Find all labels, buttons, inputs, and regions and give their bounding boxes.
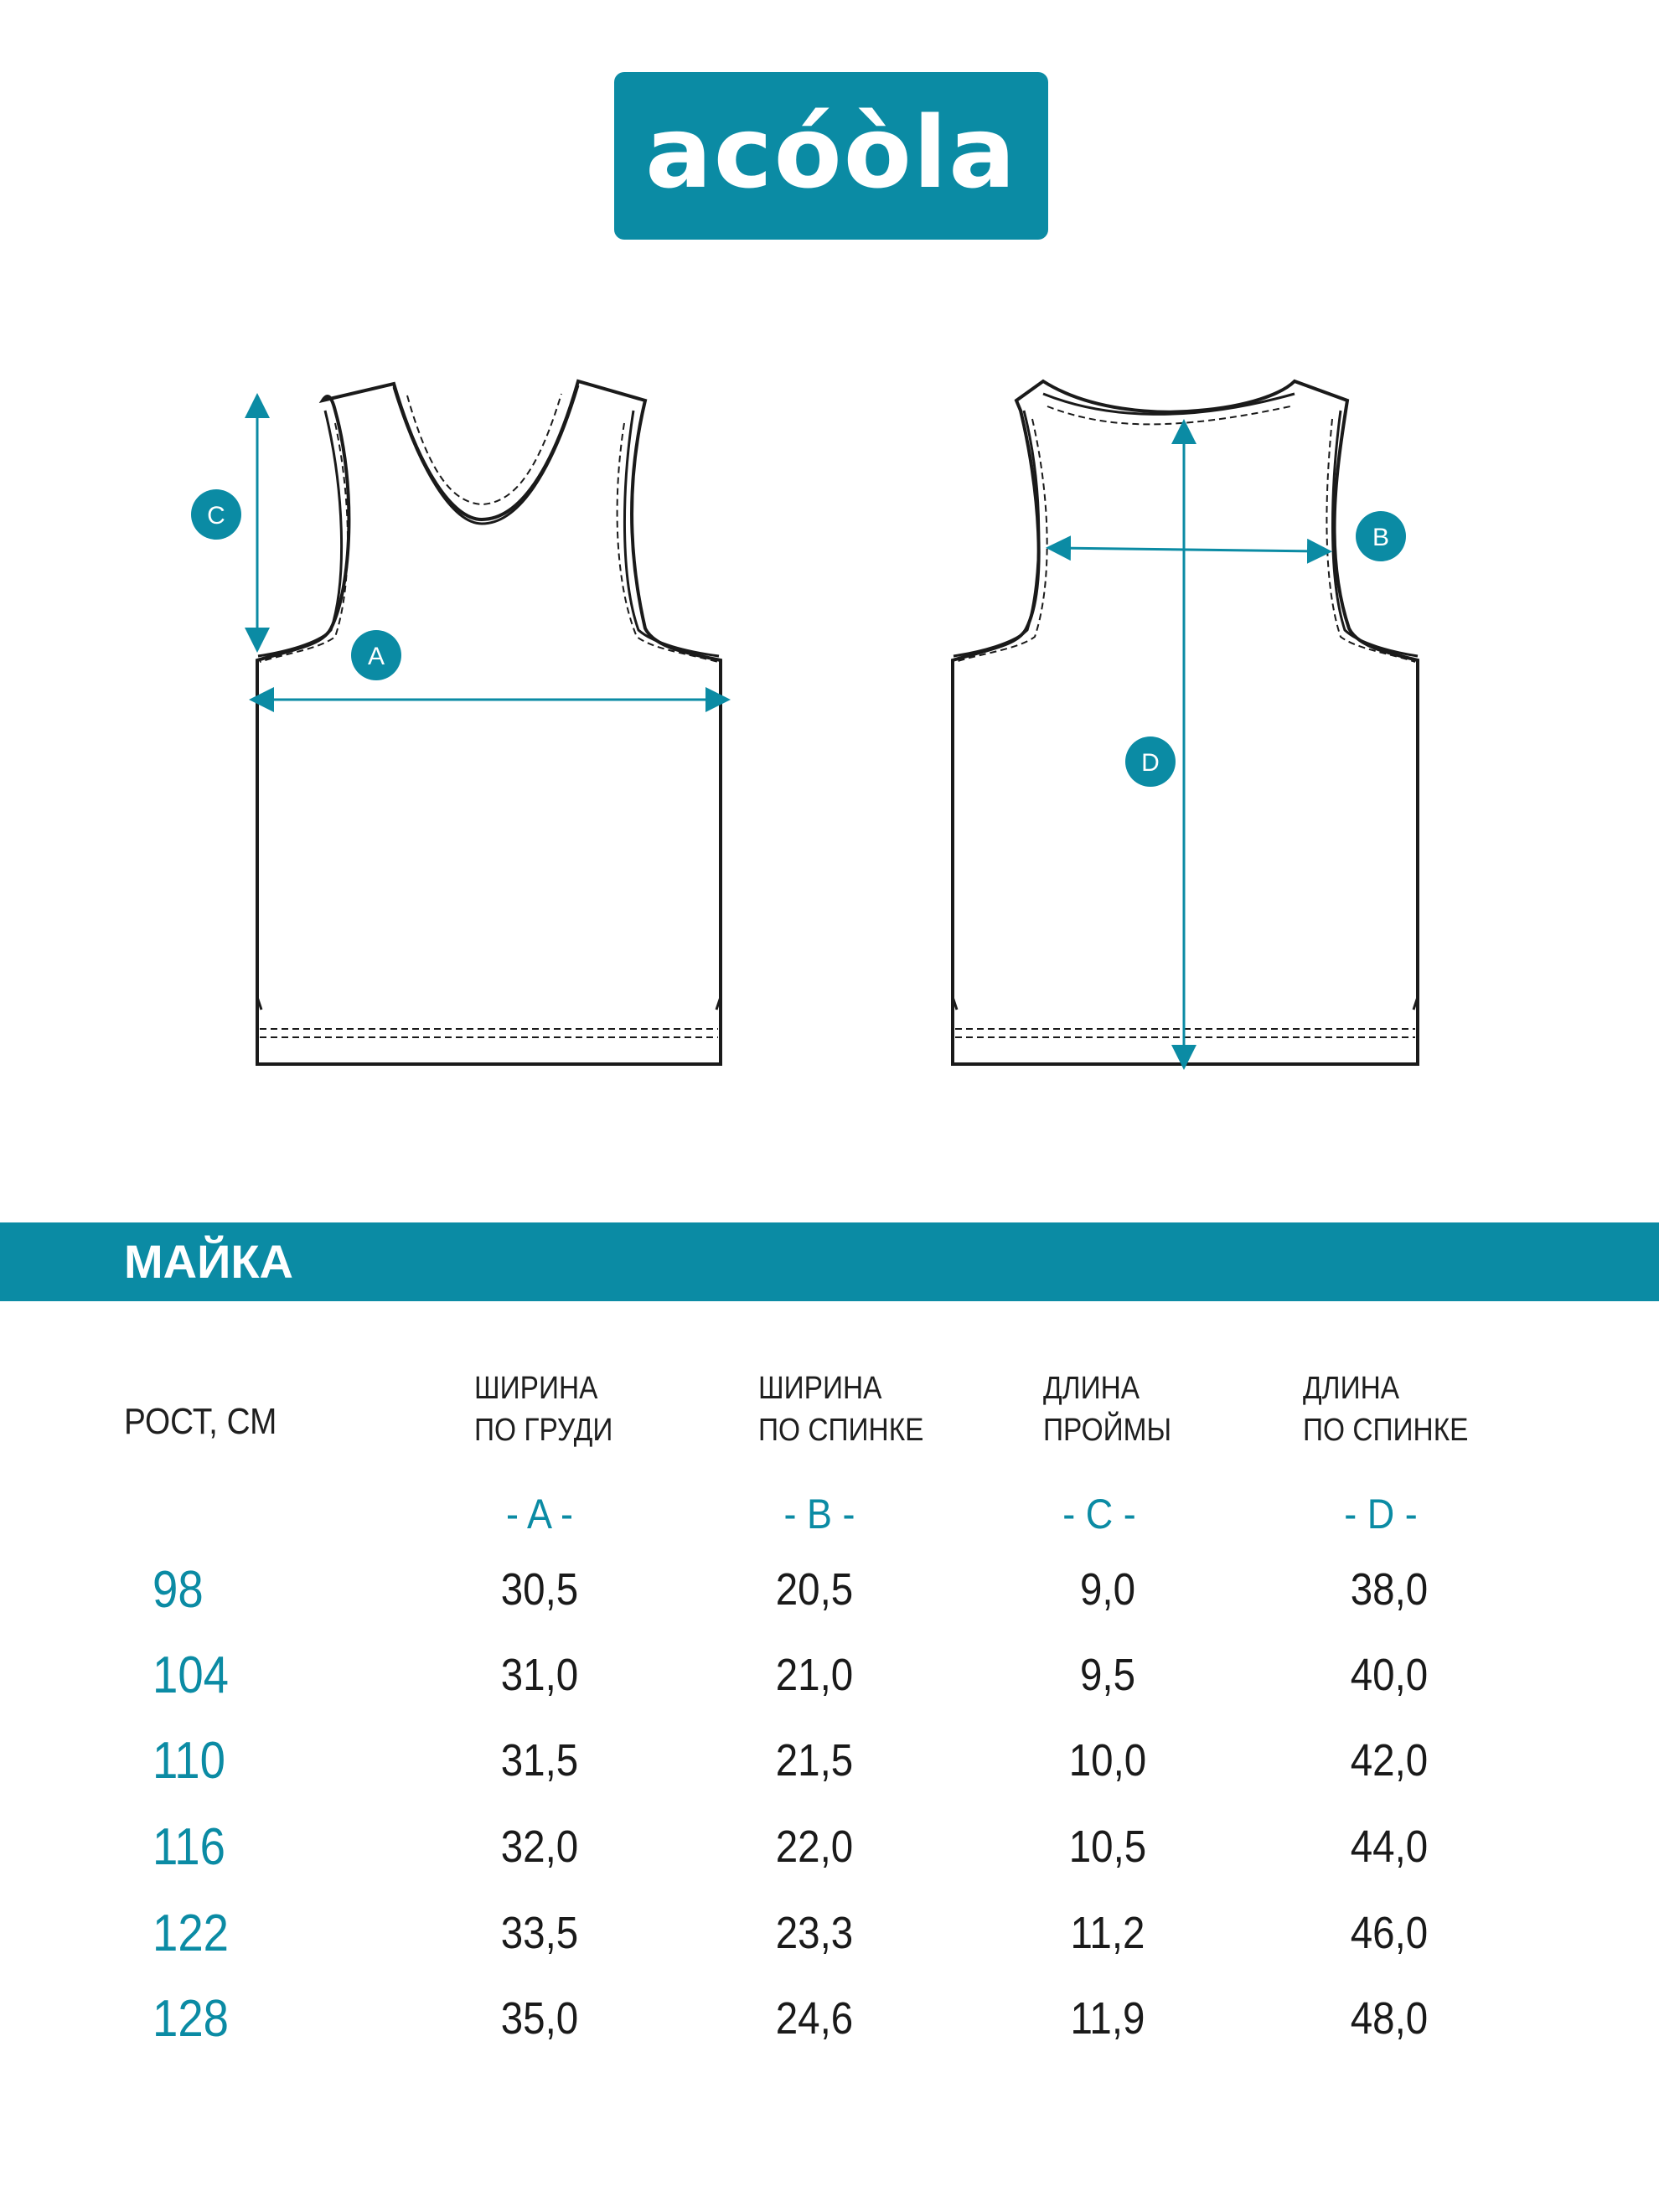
- tank-top-front-bands: [258, 385, 719, 656]
- section-title: МАЙКА: [124, 1235, 293, 1288]
- value-cell: 44,0: [1350, 1822, 1429, 1872]
- value-cell: 11,2: [1070, 1908, 1145, 1958]
- column-header-b: ШИРИНА ПО СПИНКЕ: [758, 1371, 924, 1448]
- height-cell: 128: [152, 1990, 230, 2048]
- value-cell: 24,6: [775, 1993, 854, 2044]
- badge-a: [351, 630, 401, 680]
- value-cell: 9,0: [1079, 1564, 1136, 1615]
- height-cell: 110: [152, 1732, 225, 1790]
- value-cell: 20,5: [775, 1564, 854, 1615]
- value-cell: 22,0: [775, 1822, 854, 1872]
- value-cell: 9,5: [1079, 1650, 1136, 1700]
- height-cell: 104: [152, 1646, 230, 1704]
- badge-c: [191, 489, 241, 540]
- svg-text:C: C: [207, 502, 225, 530]
- tank-top-front: [257, 381, 721, 1064]
- value-cell: 46,0: [1350, 1908, 1429, 1958]
- row-header: РОСТ, СМ: [124, 1401, 277, 1442]
- value-cell: 11,9: [1070, 1993, 1145, 2044]
- value-cell: 42,0: [1350, 1735, 1429, 1786]
- value-cell: 48,0: [1350, 1993, 1429, 2044]
- column-header-a: ШИРИНА ПО ГРУДИ: [474, 1371, 613, 1448]
- svg-text:B: B: [1372, 524, 1390, 551]
- svg-text:A: A: [367, 643, 385, 670]
- svg-text:D: D: [1141, 749, 1160, 777]
- badge-b: [1356, 511, 1406, 561]
- column-header-c: ДЛИНА ПРОЙМЫ: [1043, 1371, 1172, 1448]
- column-code-a: - A -: [505, 1491, 574, 1538]
- value-cell: 33,5: [500, 1908, 579, 1958]
- value-cell: 31,5: [500, 1735, 579, 1786]
- height-cell: 122: [152, 1904, 230, 1962]
- column-code-b: - B -: [783, 1491, 855, 1538]
- column-code-c: - C -: [1062, 1491, 1136, 1538]
- value-cell: 21,5: [775, 1735, 854, 1786]
- value-cell: 40,0: [1350, 1650, 1429, 1700]
- value-cell: 30,5: [500, 1564, 579, 1615]
- badge-d: [1125, 736, 1176, 787]
- value-cell: 10,0: [1068, 1735, 1147, 1786]
- value-cell: 38,0: [1350, 1564, 1429, 1615]
- value-cell: 32,0: [500, 1822, 579, 1872]
- section-banner: [0, 1222, 1659, 1301]
- column-code-d: - D -: [1344, 1491, 1418, 1538]
- value-cell: 10,5: [1068, 1822, 1147, 1872]
- column-header-d: ДЛИНА ПО СПИНКЕ: [1303, 1371, 1469, 1448]
- value-cell: 35,0: [500, 1993, 579, 2044]
- value-cell: 31,0: [500, 1650, 579, 1700]
- value-cell: 21,0: [775, 1650, 854, 1700]
- garment-diagram: [0, 0, 1659, 1089]
- value-cell: 23,3: [775, 1908, 854, 1958]
- measure-b-arrow: [1058, 548, 1320, 551]
- tank-top-back-bands: [954, 394, 1418, 656]
- tank-top-front-stitching: [260, 394, 718, 1037]
- brand-logo-text: acóòla: [645, 95, 1017, 210]
- height-cell: 98: [152, 1561, 204, 1619]
- height-cell: 116: [152, 1818, 225, 1876]
